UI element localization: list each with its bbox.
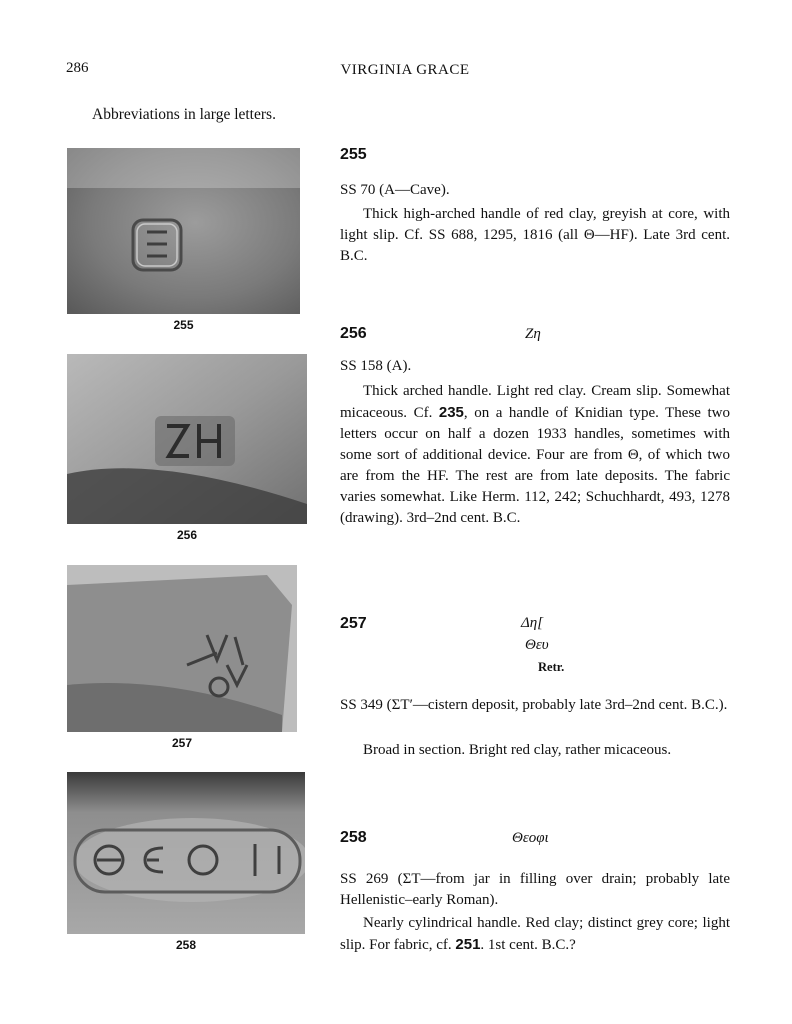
- photo-caption-255: 255: [173, 318, 194, 332]
- page-number: 286: [66, 60, 89, 76]
- cross-reference-251: 251: [455, 936, 481, 953]
- photo-caption-256: 256: [176, 528, 198, 542]
- entry-ref-257: SS 349 (ΣΤ′—cistern deposit, probably late 3rd–2nd cent. B.C.).: [340, 697, 728, 713]
- photo-caption-258: 258: [175, 938, 197, 952]
- intro-text: Abbreviations in large letters.: [92, 106, 276, 123]
- stamp-photo-257: [67, 565, 297, 732]
- entry-ref-258: SS 269 (ΣΤ—from jar in filling over drain; probably late Hellenistic–early Roman).: [340, 871, 730, 908]
- entry-desc-255: Thick high-arched handle of red clay, greyish at core, with light slip. Cf. SS 688, 1295, 1816 (all Θ—HF). Late 3rd cent. B.C.: [340, 206, 730, 264]
- inscription-256: Ζη: [525, 326, 541, 342]
- entry-desc-256-part1: Thick arched handle. Light red clay. Cream slip. Somewhat micaceous. Cf.: [340, 383, 730, 421]
- running-title: VIRGINIA GRACE: [340, 62, 470, 78]
- entry-desc-258-part2: . 1st cent. B.C.?: [480, 937, 576, 953]
- entry-desc-256: [340, 381, 730, 529]
- entry-number-258: 258: [340, 829, 367, 846]
- inscription-257-line2: Θευ: [525, 637, 549, 653]
- entry-desc-258-part1: Nearly cylindrical handle. Red clay; distinct grey core; light slip. For fabric, cf.: [340, 915, 730, 953]
- entry-desc-258: [340, 913, 730, 956]
- photo-caption-257: 257: [171, 736, 193, 750]
- stamp-photo-255: [67, 148, 300, 314]
- entry-ref-255: SS 70 (A—Cave).: [340, 182, 450, 198]
- stamp-photo-258: [67, 772, 305, 934]
- entry-desc-256-part2: , on a handle of Knidian type. These two letters occur on half a dozen 1933 handles, sometimes with some sort of additional device. Four are from Θ, of which two are from the HF. The rest are from late deposits. The fabric varies somewhat. Like Herm. 112, 242; Schuchhardt, 493, 1278 (drawing). 3rd–2nd cent. B.C.: [340, 405, 730, 526]
- cross-reference-235: 235: [438, 404, 464, 421]
- entry-number-257: 257: [340, 615, 367, 632]
- inscription-note-257: Retr.: [538, 660, 565, 674]
- stamp-photo-256: [67, 354, 307, 524]
- entry-number-256: 256: [340, 325, 367, 342]
- inscription-258: Θεοφι: [512, 830, 549, 846]
- entry-ref-256: SS 158 (A).: [340, 358, 412, 374]
- entry-desc-257: Broad in section. Bright red clay, rather micaceous.: [363, 742, 672, 758]
- inscription-257-line1: Δη[: [521, 615, 544, 631]
- entry-number-255: 255: [340, 146, 367, 163]
